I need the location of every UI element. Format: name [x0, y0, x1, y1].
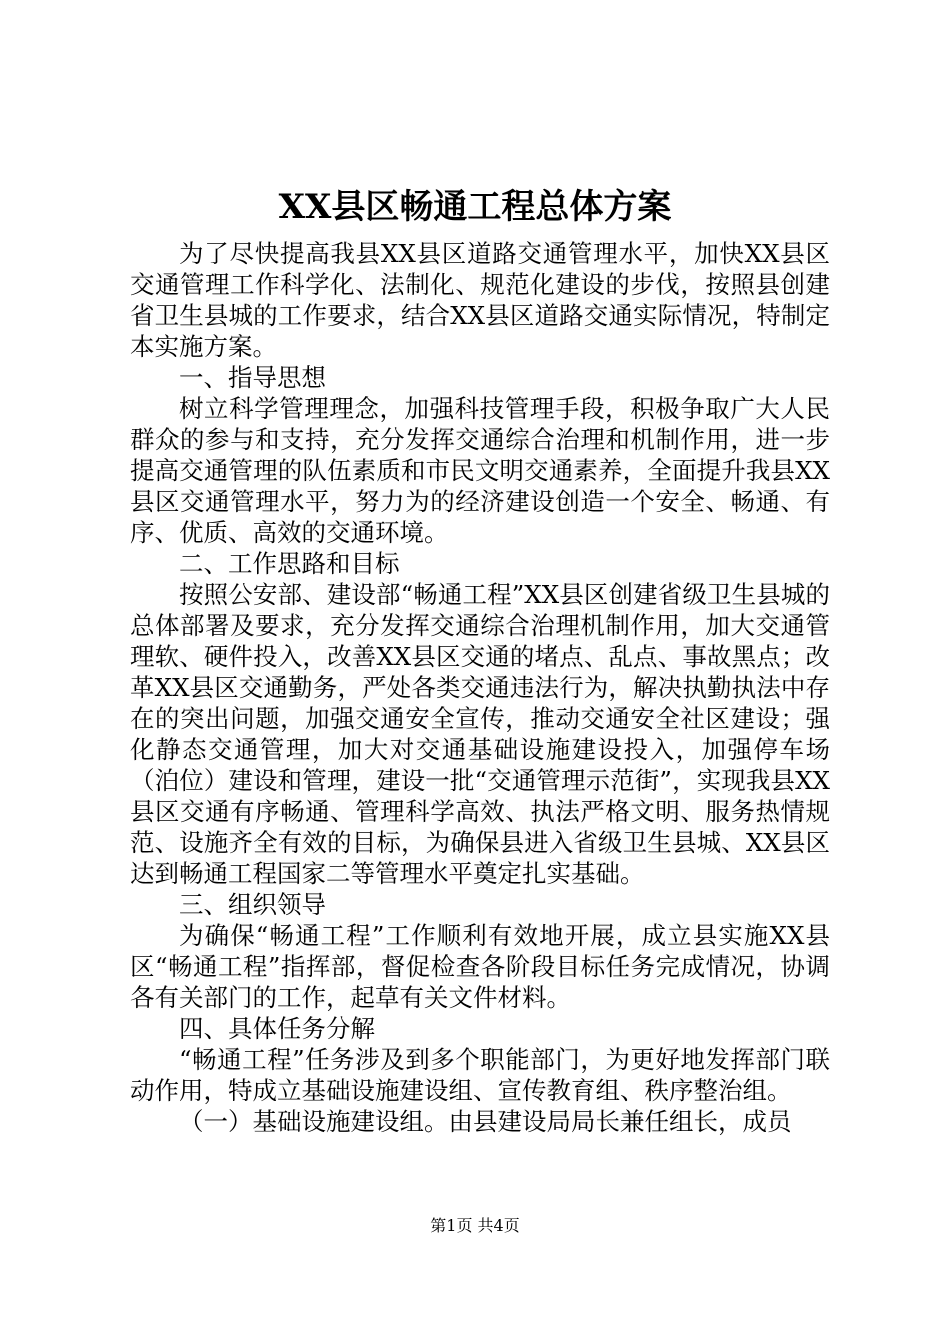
intro-paragraph: 为了尽快提高我县XX县区道路交通管理水平，加快XX县区交通管理工作科学化、法制化、规范化建设的步伐，按照县创建省卫生县城的工作要求，结合XX县区道路交通实际情况，特制定本实施方案。 [130, 239, 830, 361]
guiding-ideology-paragraph: 树立科学管理理念，加强科技管理手段，积极争取广大人民群众的参与和支持，充分发挥交通综合治理和机制作用，进一步提高交通管理的队伍素质和市民文明交通素养，全面提升我县XX县区交通管理水平，努力为的经济建设创造一个安全、畅通、有序、优质、高效的交通环境。 [130, 394, 830, 547]
section-heading-organization: 三、组织领导 [179, 890, 326, 919]
section-heading-work-goals: 二、工作思路和目标 [179, 549, 400, 578]
organization-paragraph: 为确保“畅通工程”工作顺利有效地开展，成立县实施XX县区“畅通工程”指挥部，督促检查各阶段目标任务完成情况，协调各有关部门的工作，起草有关文件材料。 [130, 921, 830, 1012]
section-heading-guiding-ideology: 一、指导思想 [179, 363, 326, 392]
page-number: 第1页 共4页 [430, 1216, 520, 1235]
work-goals-paragraph: 按照公安部、建设部“畅通工程”XX县区创建省级卫生县城的总体部署及要求，充分发挥交通综合治理机制作用，加大交通管理软、硬件投入，改善XX县区交通的堵点、乱点、事故黑点；改革XX县区交通勤务，严处各类交通违法行为，解决执勤执法中存在的突出问题，加强交通安全宣传，推动交通安全社区建设；强化静态交通管理，加大对交通基础设施建设投入，加强停车场（泊位）建设和管理，建设一批“交通管理示范街”，实现我县XX县区交通有序畅通、管理科学高效、执法严格文明、服务热情规范、设施齐全有效的目标，为确保县进入省级卫生县城、XX县区达到畅通工程国家二等管理水平奠定扎实基础。 [130, 580, 830, 888]
infrastructure-group-paragraph: （一）基础设施建设组。由县建设局局长兼任组长，成员 [179, 1107, 792, 1136]
section-heading-task-breakdown: 四、具体任务分解 [179, 1014, 375, 1043]
document-title: XX县区畅通工程总体方案 [278, 187, 672, 227]
task-breakdown-paragraph: “畅通工程”任务涉及到多个职能部门，为更好地发挥部门联动作用，特成立基础设施建设组、宣传教育组、秩序整治组。 [130, 1045, 830, 1105]
document-body [130, 238, 830, 1137]
